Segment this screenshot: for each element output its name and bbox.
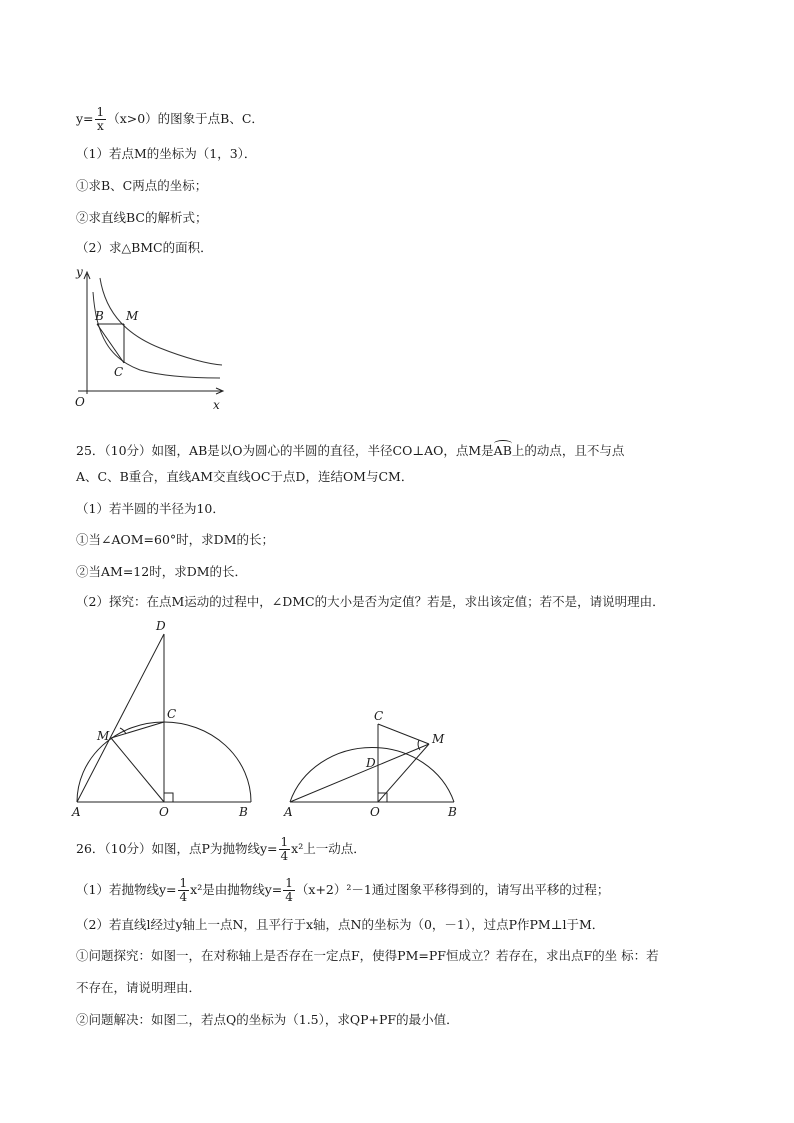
q24-label-y: y bbox=[76, 265, 83, 279]
q24-intro-line bbox=[76, 106, 264, 133]
q25f1-label-m: M bbox=[97, 729, 110, 743]
q24-intro-fraction bbox=[95, 106, 107, 133]
q25f1-right-angle bbox=[164, 793, 173, 802]
q26-line1-b: x²上一动点． bbox=[291, 841, 366, 856]
q26-line1-num: 1 bbox=[280, 835, 289, 849]
q24-frac-den: x bbox=[96, 119, 104, 133]
q24-label-x: x bbox=[213, 398, 220, 412]
q26-line1-den: 4 bbox=[280, 849, 289, 863]
q24-intro-prefix: y= bbox=[76, 111, 94, 126]
q25-part1: （1）若半圆的半径为10． bbox=[76, 501, 225, 516]
q24-segment-bc bbox=[97, 324, 124, 363]
q24-part1: （1）若点M的坐标为（1，3）． bbox=[76, 146, 257, 161]
q25f2-line-cm bbox=[378, 724, 429, 744]
q25f1-line-cm bbox=[111, 722, 164, 738]
q26-part2: （2）若直线l经过y轴上一点N，且平行于x轴，点N的坐标为（0，－1），过点P作PM⊥l于M． bbox=[76, 917, 605, 932]
q24-part2: （2）求△BMC的面积． bbox=[76, 240, 213, 255]
q25f1-label-o: O bbox=[159, 805, 169, 819]
q25f2-label-c: C bbox=[374, 709, 384, 723]
q26-part1-b: x²是由抛物线y= bbox=[190, 882, 283, 897]
q26-part2-a: ①问题探究：如图一，在对称轴上是否存在一定点F，使得PM=PF恒成立？若存在，求出点F的坐 标：若 bbox=[76, 948, 659, 963]
q26-part1 bbox=[76, 877, 609, 904]
q26-part1-fraction-1 bbox=[178, 877, 190, 904]
q26-part1-den2: 4 bbox=[285, 890, 293, 904]
q25f1-label-b: B bbox=[239, 805, 248, 819]
q25f2-label-a: A bbox=[284, 805, 293, 819]
q25f2-label-d: D bbox=[366, 756, 376, 770]
q26-part1-a: （1）若抛物线y= bbox=[76, 882, 177, 897]
q26-part1-den1: 4 bbox=[179, 890, 188, 904]
q24-figure bbox=[70, 264, 240, 414]
q24-label-b: B bbox=[95, 309, 104, 323]
q25-line2: A、C、B重合，直线AM交直线OC于点D，连结OM与CM． bbox=[76, 469, 414, 484]
q25f2-line-am bbox=[290, 744, 429, 802]
q26-line1-fraction bbox=[279, 836, 291, 863]
q25f2-label-m: M bbox=[432, 732, 445, 746]
q26-part1-fraction-2 bbox=[283, 877, 295, 904]
q24-inner-hyperbola bbox=[93, 292, 220, 378]
q24-frac-num: 1 bbox=[96, 105, 105, 119]
q25f1-line-ad bbox=[77, 634, 164, 802]
q26-line1-a: 26．（10分）如图，点P为抛物线y= bbox=[76, 841, 278, 856]
q25-line1-a: 25．（10分）如图，AB是以O为圆心的半圆的直径，半径CO⊥AO，点M是 bbox=[76, 443, 494, 458]
q24-label-c: C bbox=[114, 365, 124, 379]
q24-label-m: M bbox=[126, 309, 139, 323]
q25f2-label-b: B bbox=[448, 805, 457, 819]
q25f2-label-o: O bbox=[370, 805, 380, 819]
q25-arc-ab: AB bbox=[494, 440, 512, 459]
q25-part2: （2）探究：在点M运动的过程中，∠DMC的大小是否为定值？若是，求出该定值；若不是，请说明理由． bbox=[76, 594, 665, 609]
q26-part1-c: （x+2）²－1通过图象平移得到的，请写出平移的过程； bbox=[295, 882, 610, 897]
q25f1-label-d: D bbox=[156, 619, 166, 633]
q25-part1-b: ②当AM=12时，求DM的长． bbox=[76, 564, 248, 579]
q26-part2-a2: 不存在，请说明理由． bbox=[76, 980, 202, 995]
q24-label-o: O bbox=[75, 395, 85, 409]
q25-part1-a: ①当∠AOM=60°时，求DM的长； bbox=[76, 532, 274, 547]
q24-part1-a: ①求B、C两点的坐标； bbox=[76, 178, 208, 193]
q25f1-line-om bbox=[111, 738, 164, 802]
q24-intro-suffix: （x>0）的图象于点B、C． bbox=[107, 111, 264, 126]
q25f1-label-c: C bbox=[167, 707, 177, 721]
q25-figure-2 bbox=[282, 700, 472, 820]
q24-part1-b: ②求直线BC的解析式； bbox=[76, 210, 208, 225]
q25-line1-b: 上的动点，且不与点 bbox=[511, 443, 625, 458]
q25f1-label-a: A bbox=[72, 805, 81, 819]
q26-part1-num2: 1 bbox=[285, 876, 293, 890]
q25-figure-1 bbox=[70, 618, 270, 818]
q26-part2-b: ②问题解决：如图二，若点Q的坐标为（1.5），求QP+PF的最小值． bbox=[76, 1012, 459, 1027]
q26-part1-num1: 1 bbox=[179, 876, 188, 890]
q26-line1 bbox=[76, 836, 366, 863]
q25-line1 bbox=[76, 440, 624, 459]
q24-outer-hyperbola bbox=[100, 278, 222, 365]
